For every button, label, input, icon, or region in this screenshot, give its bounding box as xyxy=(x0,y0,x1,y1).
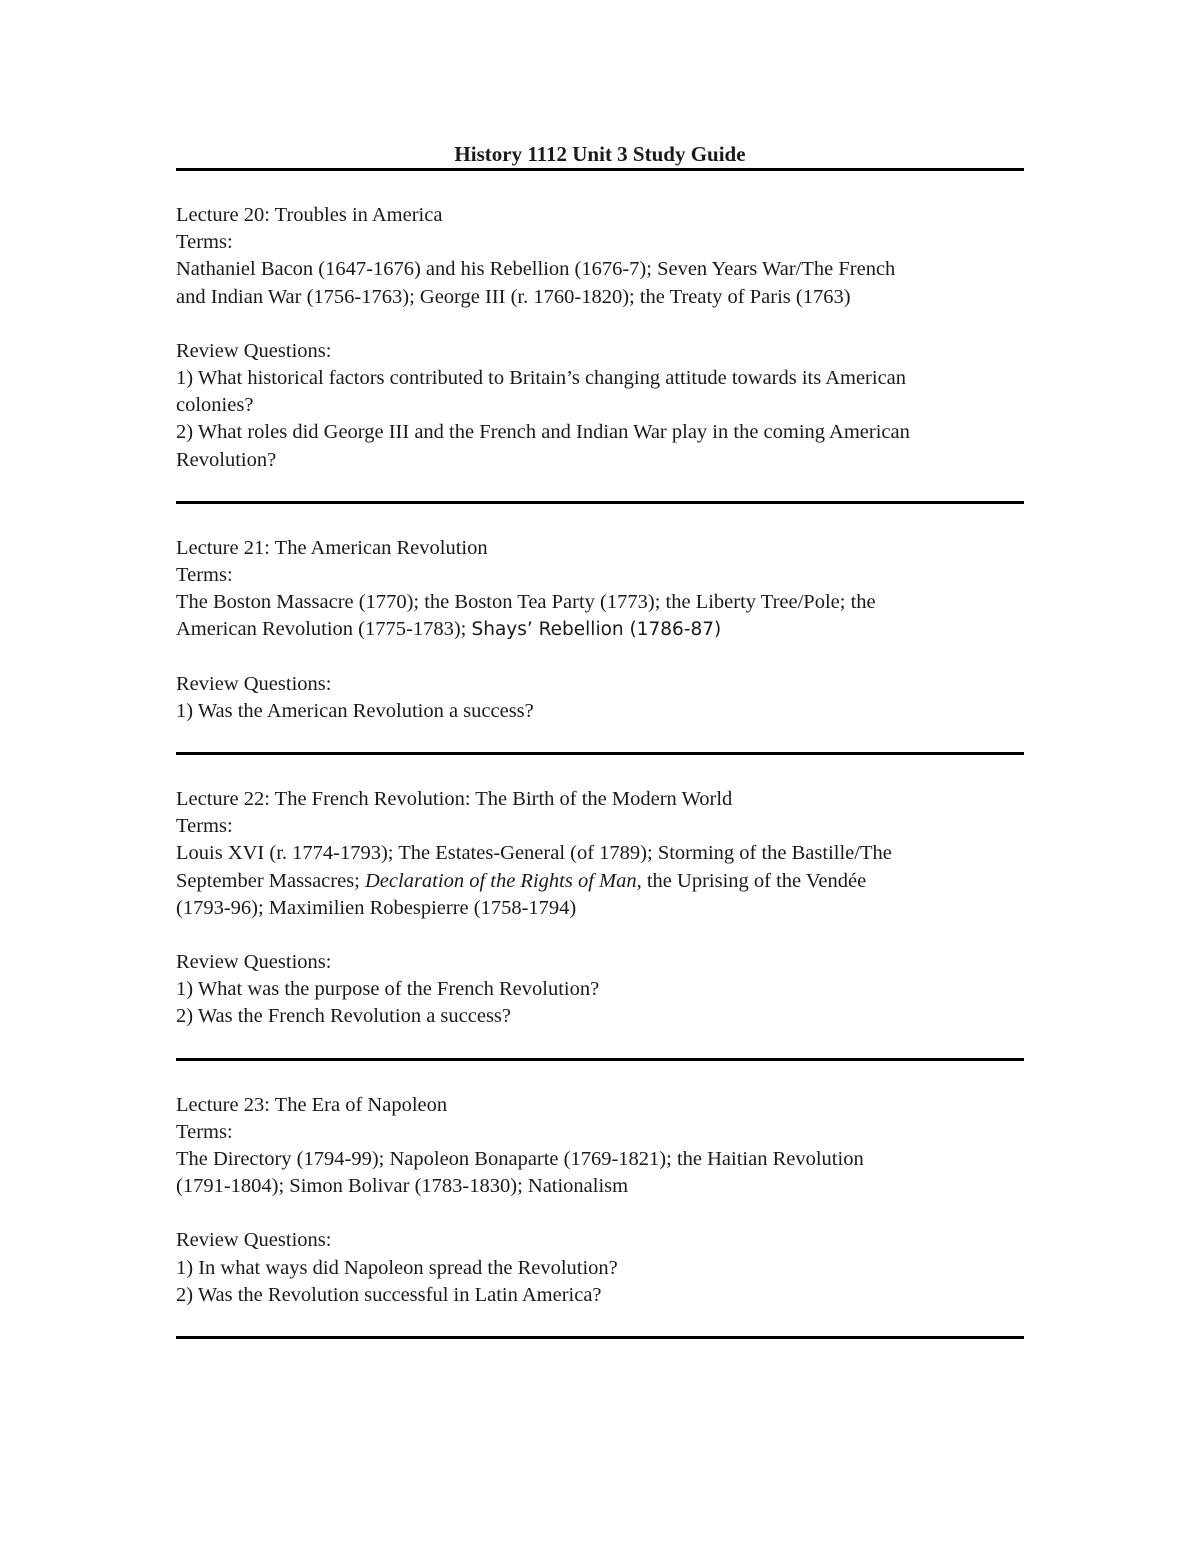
lecture-heading: Lecture 22: The French Revolution: The Birth of the Modern World xyxy=(176,788,733,811)
terms-text: September Massacres; xyxy=(176,869,365,892)
terms-text-declaration: Declaration of the Rights of Man xyxy=(365,869,637,892)
terms-text: , the Uprising of the Vendée xyxy=(636,869,867,892)
lecture-22-section xyxy=(176,755,1024,1058)
lecture-21-section xyxy=(176,504,1024,752)
question-line: Revolution? xyxy=(176,448,277,471)
lecture-heading: Lecture 20: Troubles in America xyxy=(176,204,443,226)
question-line: 1) What historical factors contributed to Britain’s changing attitude towards its American xyxy=(176,367,907,390)
lecture-20-section xyxy=(176,171,1024,501)
terms-line xyxy=(176,616,1024,643)
terms-line: (1793-96); Maximilien Robespierre (1758-1794) xyxy=(176,896,577,919)
review-questions-label: Review Questions: xyxy=(176,339,332,362)
divider xyxy=(176,1336,1024,1339)
page-title: History 1112 Unit 3 Study Guide xyxy=(454,142,746,166)
question-line: 2) What roles did George III and the French and Indian War play in the coming American xyxy=(176,421,910,444)
question-line: colonies? xyxy=(176,394,254,417)
lecture-heading: Lecture 21: The American Revolution xyxy=(176,536,488,559)
terms-label: Terms: xyxy=(176,1120,233,1143)
terms-line xyxy=(176,868,1024,895)
lecture-23-section xyxy=(176,1061,1024,1336)
question-line: 1) In what ways did Napoleon spread the Revolution? xyxy=(176,1256,618,1279)
terms-line: and Indian War (1756-1763); George III (r. 1760-1820); the Treaty of Paris (1763) xyxy=(176,285,851,308)
review-questions-label: Review Questions: xyxy=(176,951,332,974)
terms-line: The Directory (1794-99); Napoleon Bonaparte (1769-1821); the Haitian Revolution xyxy=(176,1148,864,1171)
terms-line: Louis XVI (r. 1774-1793); The Estates-General (of 1789); Storming of the Bastille/The xyxy=(176,842,892,865)
question-line: 2) Was the Revolution successful in Latin America? xyxy=(176,1283,602,1306)
terms-line: Nathaniel Bacon (1647-1676) and his Rebellion (1676-7); Seven Years War/The French xyxy=(176,258,896,281)
question-line: 1) What was the purpose of the French Revolution? xyxy=(176,978,600,1001)
terms-label: Terms: xyxy=(176,564,233,587)
question-line: 1) Was the American Revolution a success? xyxy=(176,699,534,722)
terms-line: The Boston Massacre (1770); the Boston Tea Party (1773); the Liberty Tree/Pole; the xyxy=(176,591,876,614)
study-guide-page xyxy=(176,140,1024,1339)
terms-line: (1791-1804); Simon Bolivar (1783-1830); Nationalism xyxy=(176,1175,629,1198)
terms-text: American Revolution (1775-1783); xyxy=(176,618,472,641)
terms-label: Terms: xyxy=(176,231,233,254)
review-questions-label: Review Questions: xyxy=(176,1229,332,1252)
question-line: 2) Was the French Revolution a success? xyxy=(176,1005,511,1028)
terms-text-shays-rebellion: Shays’ Rebellion (1786-87) xyxy=(471,619,722,641)
lecture-heading: Lecture 23: The Era of Napoleon xyxy=(176,1093,448,1116)
review-questions-label: Review Questions: xyxy=(176,672,332,695)
terms-label: Terms: xyxy=(176,815,233,838)
